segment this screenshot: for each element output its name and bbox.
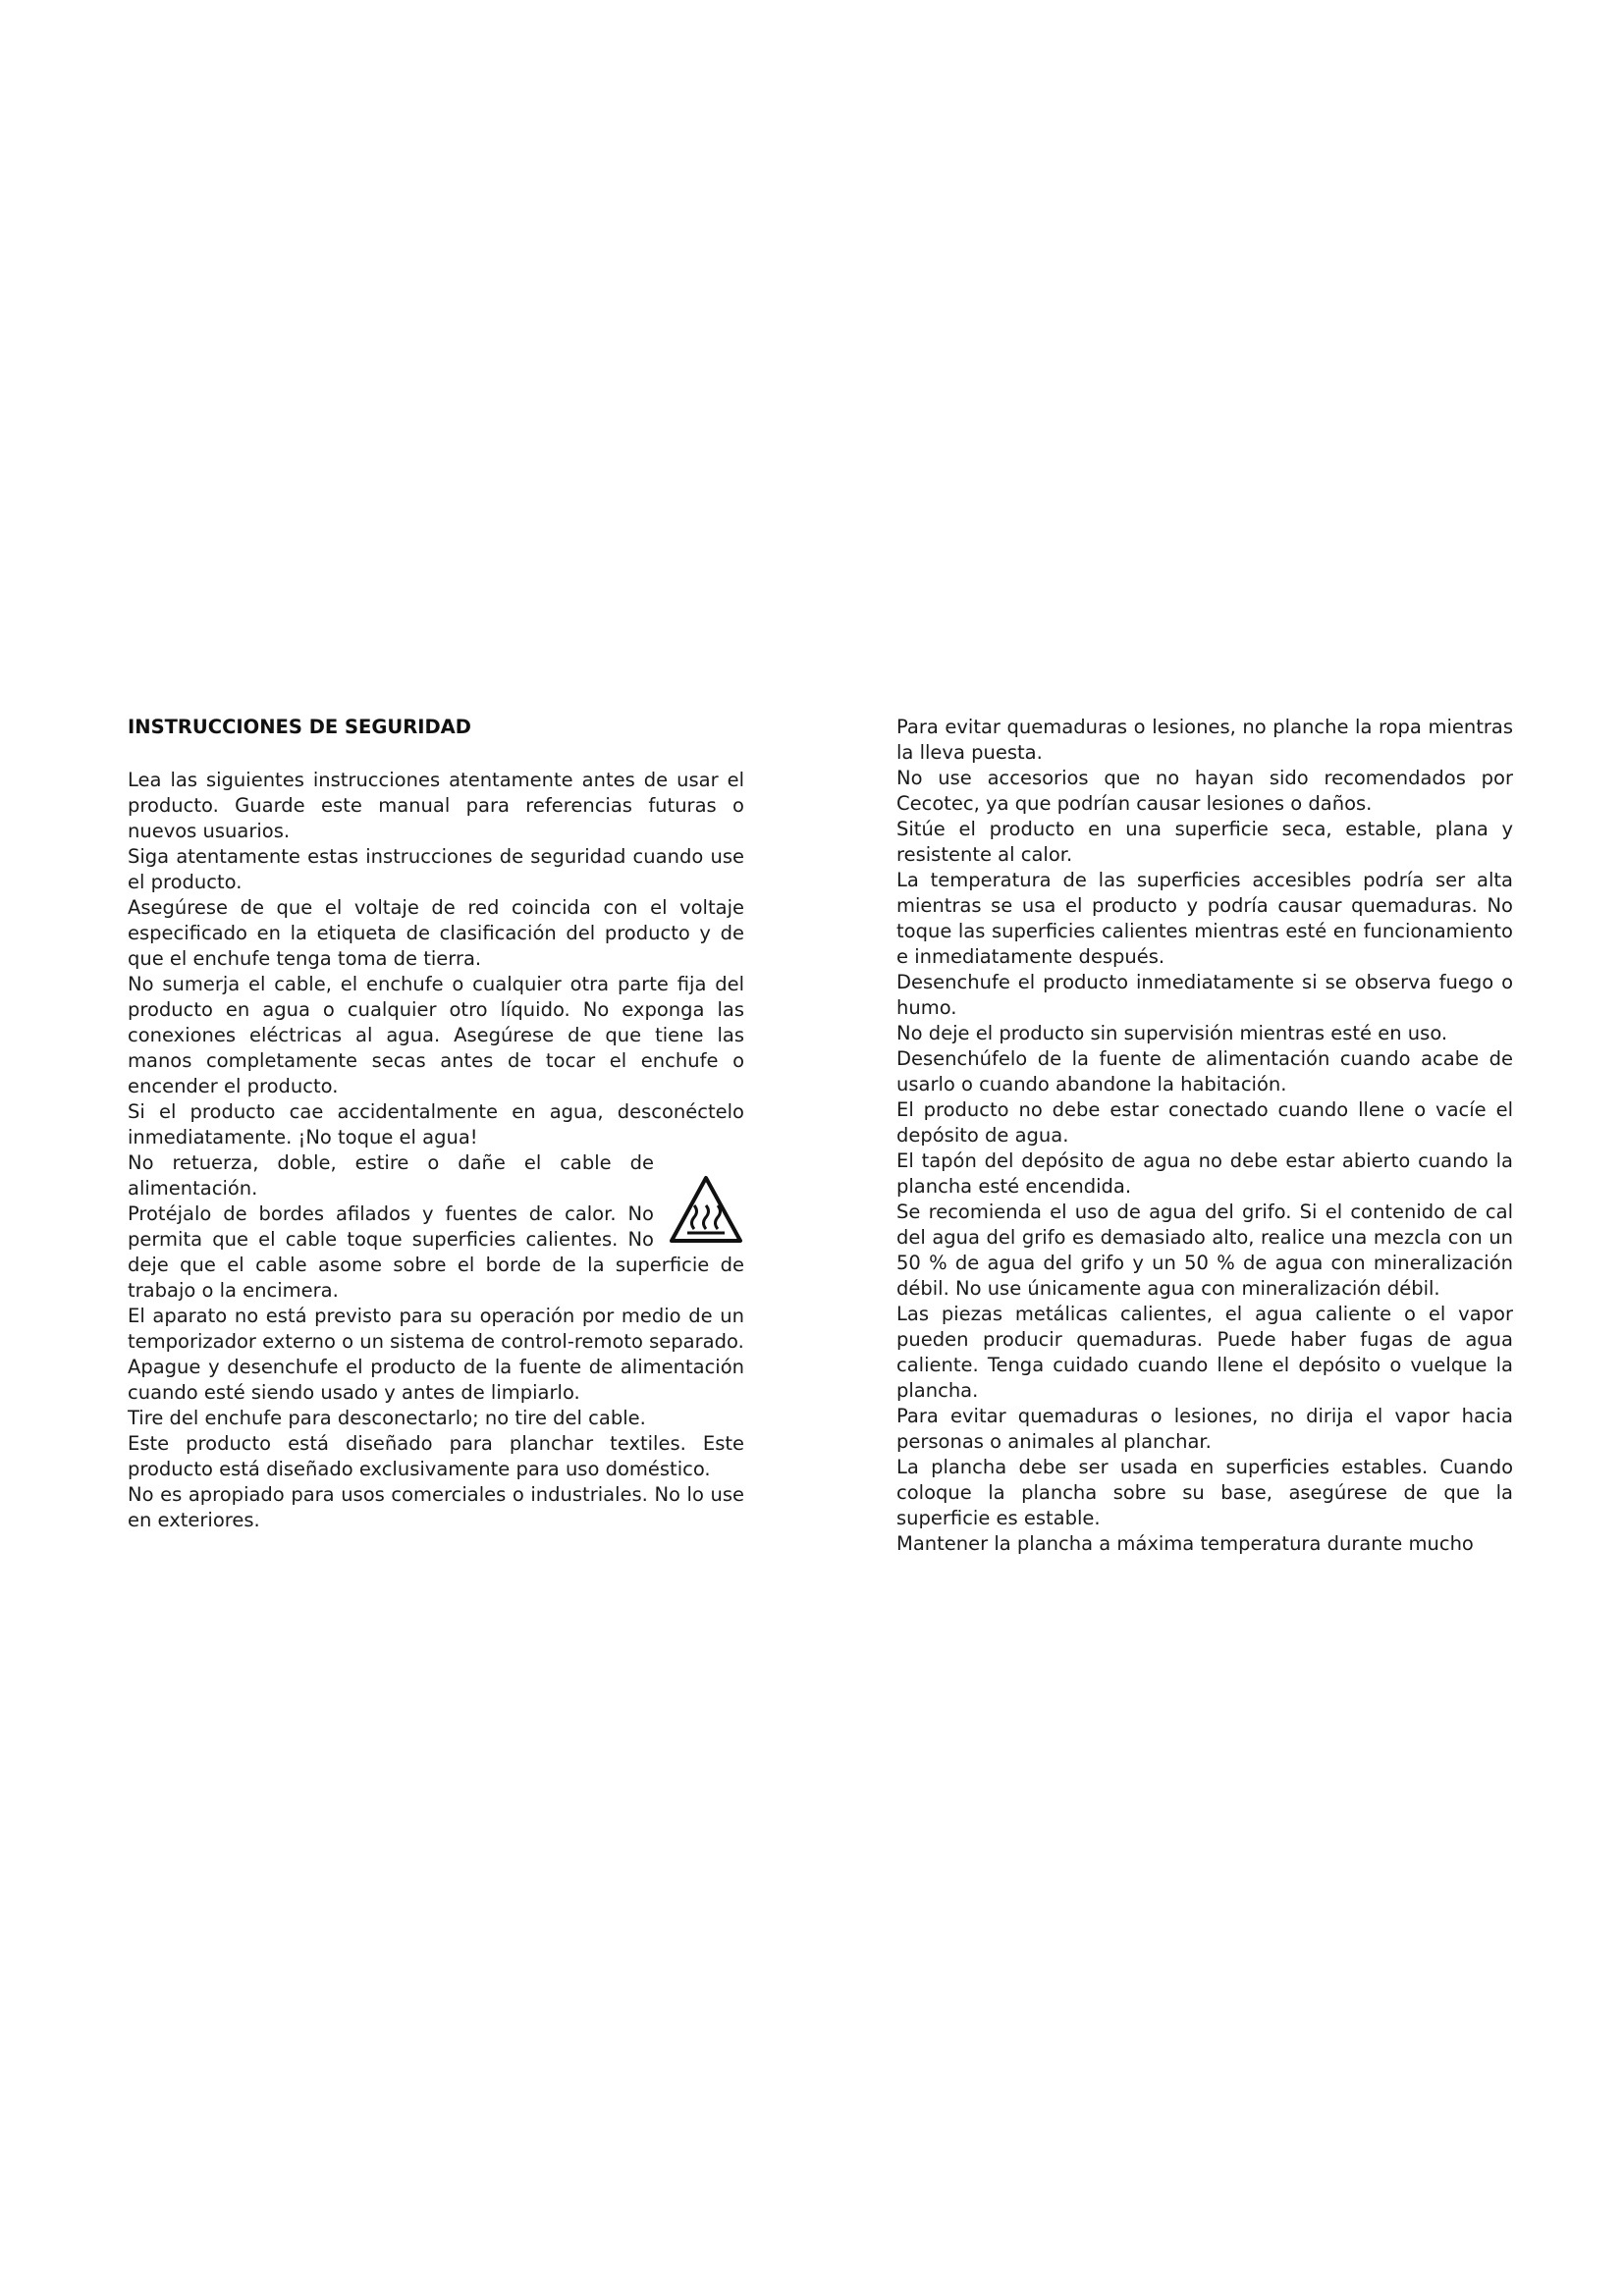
- paragraph: Para evitar quemaduras o lesiones, no planche la ropa mientras la lleva puesta.: [896, 716, 1513, 764]
- paragraph: No es apropiado para usos comerciales o industriales. No lo use en exteriores.: [128, 1483, 744, 1531]
- paragraph: No sumerja el cable, el enchufe o cualquier otra parte fija del producto en agua o cualquier otro líquido. No exponga las conexiones eléctricas al agua. Asegúrese de que tiene las manos completamente secas antes de tocar el enchufe o encender el producto.: [128, 973, 744, 1097]
- paragraph: Mantener la plancha a máxima temperatura durante mucho: [896, 1532, 1474, 1555]
- paragraph: Se recomienda el uso de agua del grifo. Si el contenido de cal del agua del grifo es demasiado alto, realice una mezcla con un 50 % de agua del grifo y un 50 % de agua con mineralización débil. No use únicamente agua con mineralización débil.: [896, 1201, 1513, 1300]
- paragraph: Para evitar quemaduras o lesiones, no dirija el vapor hacia personas o animales al planchar.: [896, 1405, 1513, 1453]
- paragraph: El tapón del depósito de agua no debe estar abierto cuando la plancha esté encendida.: [896, 1149, 1513, 1198]
- paragraph: Tire del enchufe para desconectarlo; no tire del cable.: [128, 1407, 646, 1429]
- paragraph: La plancha debe ser usada en superficies estables. Cuando coloque la plancha sobre su base, asegúrese de que la superficie es estable.: [896, 1456, 1513, 1529]
- section-title: INSTRUCCIONES DE SEGURIDAD: [128, 716, 471, 738]
- hot-surface-warning-icon: [668, 1172, 744, 1249]
- paragraph: Lea las siguientes instrucciones atentamente antes de usar el producto. Guarde este manual para referencias futuras o nuevos usuarios.: [128, 769, 744, 842]
- paragraph: Sitúe el producto en una superficie seca, estable, plana y resistente al calor.: [896, 818, 1513, 866]
- paragraph: El producto no debe estar conectado cuando llene o vacíe el depósito de agua.: [896, 1098, 1513, 1147]
- paragraph: Apague y desenchufe el producto de la fuente de alimentación cuando esté siendo usado y antes de limpiarlo.: [128, 1356, 744, 1404]
- paragraph: La temperatura de las superficies accesibles podría ser alta mientras se usa el producto y podría causar quemaduras. No toque las superficies calientes mientras esté en funcionamiento e inmediatamente después.: [896, 869, 1513, 968]
- paragraph: No deje el producto sin supervisión mientras esté en uso.: [896, 1022, 1448, 1044]
- paragraph: El aparato no está previsto para su operación por medio de un temporizador externo o un sistema de control-remoto separado.: [128, 1305, 744, 1353]
- paragraph: Siga atentamente estas instrucciones de seguridad cuando use el producto.: [128, 845, 744, 893]
- paragraph: Este producto está diseñado para planchar textiles. Este producto está diseñado exclusivamente para uso doméstico.: [128, 1432, 744, 1480]
- left-column: [128, 715, 744, 1533]
- paragraph: No retuerza, doble, estire o dañe el cable de alimentación.: [128, 1151, 654, 1200]
- paragraph: No use accesorios que no hayan sido recomendados por Cecotec, ya que podrían causar lesiones o daños.: [896, 767, 1513, 815]
- right-column: [896, 715, 1513, 1557]
- paragraph: Protéjalo de bordes afilados y fuentes de calor. No permita que el cable toque superficies calientes. No deje que el cable asome sobre el borde de la superficie de trabajo o la encimera.: [128, 1202, 744, 1302]
- paragraph: Si el producto cae accidentalmente en agua, desconéctelo inmediatamente. ¡No toque el agua!: [128, 1100, 744, 1148]
- paragraph: Desenchúfelo de la fuente de alimentación cuando acabe de usarlo o cuando abandone la habitación.: [896, 1047, 1513, 1095]
- paragraph: Asegúrese de que el voltaje de red coincida con el voltaje especificado en la etiqueta de clasificación del producto y de que el enchufe tenga toma de tierra.: [128, 896, 744, 970]
- paragraph: Desenchufe el producto inmediatamente si se observa fuego o humo.: [896, 971, 1513, 1019]
- paragraph: Las piezas metálicas calientes, el agua caliente o el vapor pueden producir quemaduras. Puede haber fugas de agua caliente. Tenga cuidado cuando llene el depósito o vuelque la plancha.: [896, 1303, 1513, 1402]
